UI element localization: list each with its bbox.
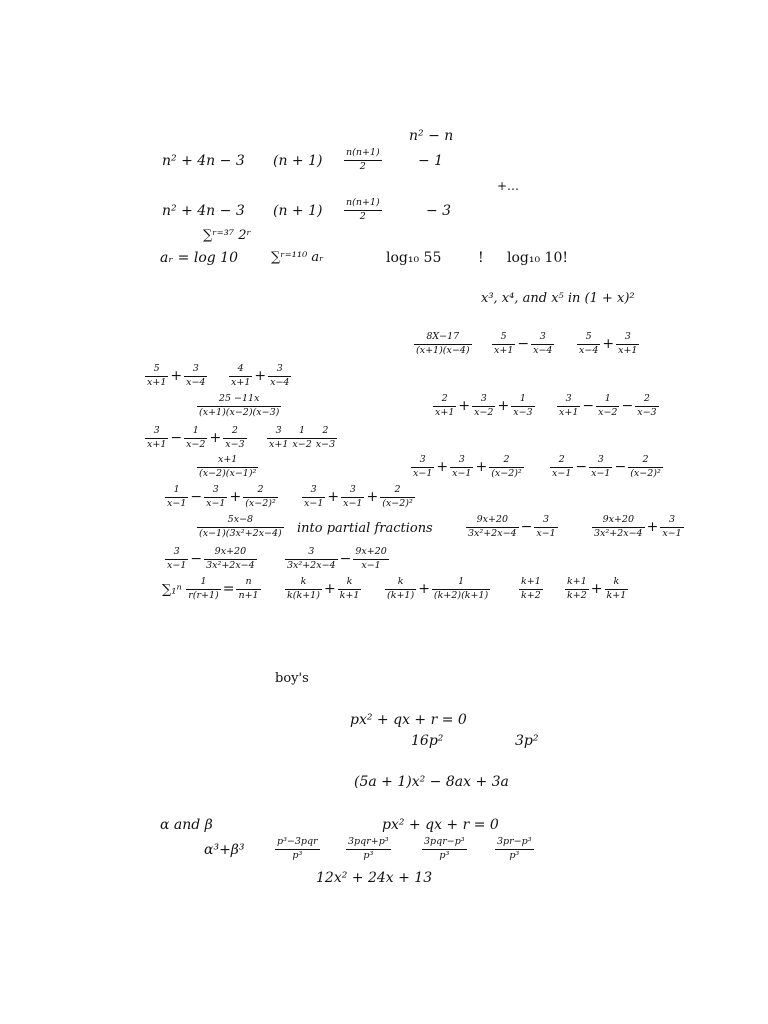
quadratic-equation-2: px² + qx + r = 0 [382,817,499,833]
partial-b3: $\frac{3}{x+1}$ − $\frac{1}{x-2}$ + $\frac{2}{x-3}$ [147,425,245,450]
expr-n2-line1: n² + 4n − 3 [162,153,245,169]
partial-e2: $\frac{k}{(k+1)}$ + $\frac{1}{(k+2)(k+1)}$ [387,576,489,601]
plus-dots: +… [497,179,520,193]
fraction-25-11x: $\frac{25 -11x}{(x+1)(x-2)(x-3)}$ [199,393,280,418]
option-a: $\frac{\text{p³−3pqr}}{\text{p³}}$ [277,836,318,861]
sum-ar: ∑ʳ⁼¹¹⁰ aᵣ [271,250,324,265]
sum-identity: ∑₁ⁿ $\frac{1}{r(r+1)}$ = $\frac{n}{n+1}$ [162,576,259,601]
expr-n-plus-1-line1: (n + 1) [273,153,323,169]
expansion-terms: x³, x⁴, and x⁵ in (1 + x)² [481,291,635,306]
partial-c2: $\frac{2}{x-1}$ − $\frac{3}{x-1}$ − $\frac{2}{\text{(x−2)²}}$ [552,454,661,479]
expr-minus-3: − 3 [426,203,452,219]
option-d: $\frac{\text{3pr−p³}}{\text{p³}}$ [497,836,532,861]
partial-c3: $\frac{1}{x-1}$ − $\frac{3}{x-1}$ + $\frac{2}{\text{(x−2)²}}$ [167,484,276,509]
sum-2r: ∑ʳ⁼³⁷ 2ʳ [203,228,251,243]
quadratic-equation: px² + qx + r = 0 [350,712,467,728]
option-b: $\frac{\text{3pqr+p³}}{\text{p³}}$ [348,836,389,861]
into-partial-fractions: into partial fractions [297,521,433,536]
partial-b4: $\frac{3}{x+1}$ $\frac{1}{x-2}$ $\frac{2}{x-3}$ [269,425,336,450]
partial-a3: $\frac{5}{x+1}$ + $\frac{3}{x-4}$ [147,363,206,388]
partial-e4: $\frac{k+1}{k+2}$ + $\frac{k}{k+1}$ [567,576,627,601]
expr-minus-1: − 1 [418,153,444,169]
fraction-8x-17: $\frac{8X-17}{(x+1)(x-4)}$ [416,331,470,356]
alpha-and-beta: α and β [160,817,213,833]
fraction-nn1-over-2-line2: $\frac{n(n+1)}{2}$ [346,197,380,222]
polynomial-12x2: 12x² + 24x + 13 [316,870,433,886]
expr-5a: (5a + 1)x² − 8ax + 3a [354,774,509,790]
boys-text: boy's [275,671,309,686]
expr-n2-line2: n² + 4n − 3 [162,203,245,219]
log-10-factorial: log₁₀ 10! [507,250,568,266]
expr-n-plus-1-line2: (n + 1) [273,203,323,219]
top-expression: n² − n [409,128,454,144]
partial-d2: $\frac{9x+20}{\text{3x²+2x−4}}$ + $\frac{3}{x-1}$ [594,514,682,539]
log-55: log₁₀ 55 [386,250,442,266]
partial-c1: $\frac{3}{x-1}$ + $\frac{3}{x-1}$ + $\frac{2}{\text{(x−2)²}}$ [413,454,522,479]
option-c: $\frac{\text{3pqr−p³}}{\text{p³}}$ [424,836,465,861]
partial-b2: $\frac{3}{x+1}$ − $\frac{1}{x-2}$ − $\frac{2}{x-3}$ [559,393,657,418]
partial-b1: $\frac{2}{x+1}$ + $\frac{3}{x-2}$ + $\frac{1}{x-3}$ [435,393,533,418]
fraction-nn1-over-2-line1: $\frac{n(n+1)}{2}$ [346,147,380,172]
expr-3p2: 3p² [515,733,539,749]
partial-a1: $\frac{5}{x+1}$ − $\frac{3}{x-4}$ [494,331,553,356]
ar-log10: aᵣ = log 10 [160,250,238,266]
partial-d3: $\frac{3}{x-1}$ − $\frac{9x+20}{\text{3x²+2x−4}}$ [167,546,255,571]
expr-16p2: 16p² [411,733,444,749]
fraction-5x-8: $\frac{5x-8}{\text{(x−1)(3x²+2x−4)}}$ [199,514,282,539]
factorial-mark: ! [478,250,484,266]
partial-d4: $\frac{3}{\text{3x²+2x−4}}$ − $\frac{9x+20}{x-1}$ [287,546,387,571]
partial-e1: $\frac{k}{k(k+1)}$ + $\frac{k}{k+1}$ [287,576,360,601]
partial-a2: $\frac{5}{x-4}$ + $\frac{3}{x+1}$ [579,331,638,356]
partial-d1: $\frac{9x+20}{\text{3x²+2x−4}}$ − $\frac{3}{x-1}$ [468,514,556,539]
partial-c4: $\frac{3}{x-1}$ + $\frac{3}{x-1}$ + $\frac{2}{\text{(x−2)²}}$ [304,484,413,509]
alpha3-beta3: α³+β³ [204,842,245,858]
partial-a4: $\frac{4}{x+1}$ + $\frac{3}{x-4}$ [231,363,290,388]
fraction-x1-over-x2x1: $\frac{x+1}{\text{(x−2)(x−1)²}}$ [199,454,257,479]
fraction-e3: $\frac{k+1}{k+2}$ [521,576,541,601]
